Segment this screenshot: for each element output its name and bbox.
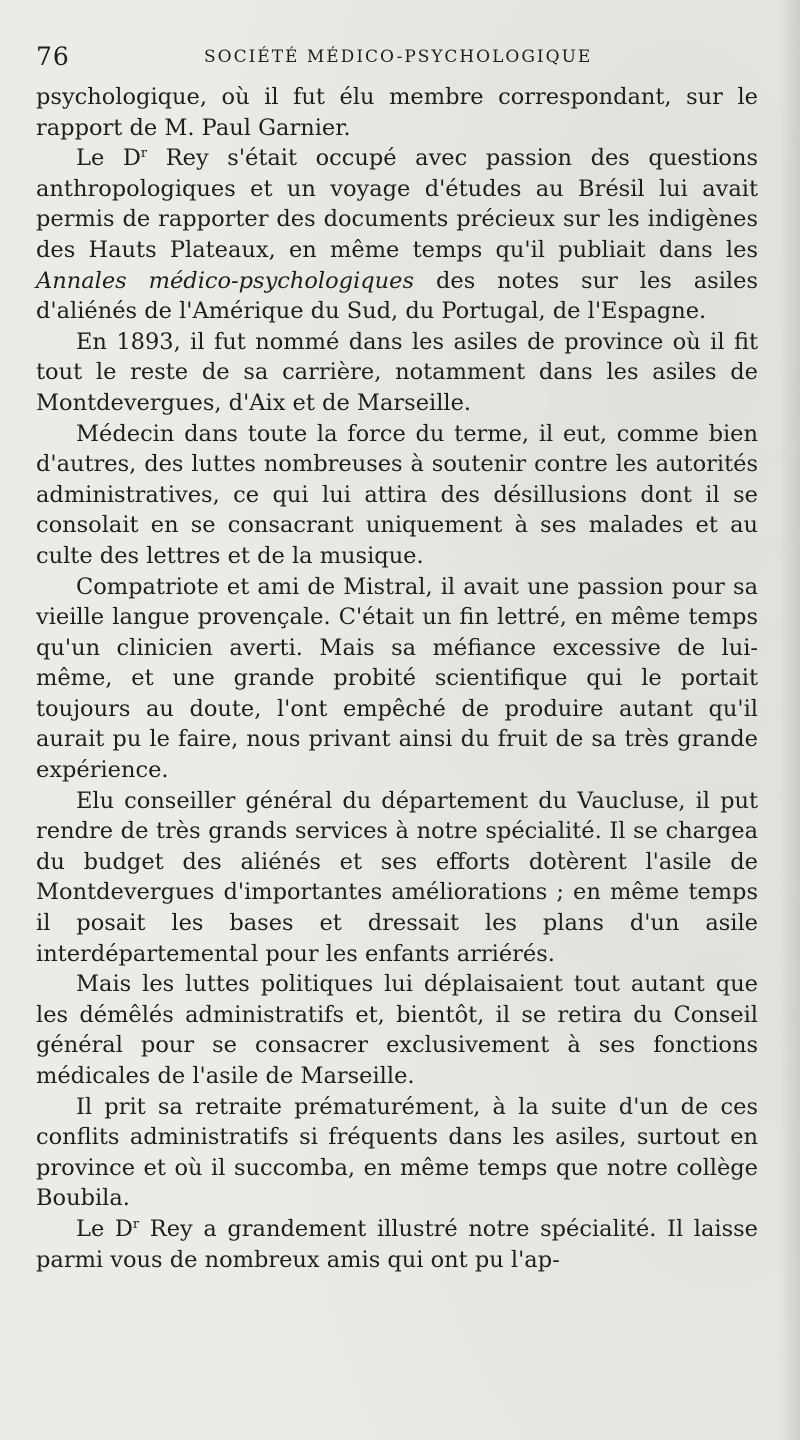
paragraph-conseiller: Elu conseiller général du département du Vaucluse, il put rendre de très grands services à notre spécialité. Il se chargea du budget des aliénés et ses efforts dotèrent l'asile de Montdevergues d'importantes améliorations ; en même temps il posait les bases et dressait les plans d'un asile interdépartemental pour les enfants arriérés. — [36, 787, 758, 967]
text-run: Rey a grandement illustré notre spécialité. Il laisse parmi vous de nombreux amis qui ont pu l'ap- — [36, 1215, 758, 1273]
text-run: Rey s'était occupé avec passion des questions anthropologiques et un voyage d'études au Brésil lui avait permis de rapporter des documents précieux sur les indigènes des Hauts Plateaux, en même temps qu'il publiait dans les — [36, 145, 759, 263]
running-title: SOCIÉTÉ MÉDICO-PSYCHOLOGIQUE — [204, 47, 593, 67]
text-run: Le D — [76, 145, 141, 172]
paragraph-struggles: Médecin dans toute la force du terme, il eut, comme bien d'autres, des luttes nombreuses à soutenir contre les autorités administratives, ce qui lui attira des désillusions dont il se consolait en se consacrant uniquement à ses malades et au culte des lettres et de la musique. — [36, 420, 758, 569]
text-run: des notes sur les asiles d'aliénés de l'Amérique du Sud, du Portugal, de l'Espagne. — [36, 267, 758, 325]
superscript-r: r — [132, 1216, 140, 1232]
running-header — [36, 38, 758, 82]
paragraph-mistral: Compatriote et ami de Mistral, il avait une passion pour sa vieille langue provençale. C'était un fin lettré, en même temps qu'un clinicien averti. Mais sa méfiance excessive de lui-même, et une grande probité scientifique qui le portait toujours au doute, l'ont empêché de produire autant qu'il aurait pu le faire, nous privant ainsi du fruit de sa très grande expérience. — [36, 573, 758, 784]
paragraph-retirement: Il prit sa retraite prématurément, à la suite d'un de ces conflits administratifs si fréquents dans les asiles, surtout en province et où il succomba, en même temps que notre collège Boubila. — [36, 1093, 758, 1212]
paragraph-closing — [36, 1214, 758, 1275]
paragraph-appointment: En 1893, il fut nommé dans les asiles de province où il fit tout le reste de sa carrière, notamment dans les asiles de Montdevergues, d'Aix et de Marseille. — [36, 328, 758, 416]
journal-name-italic: Annales médico-psychologiques — [36, 267, 415, 294]
paragraph-continuation: psychologique, où il fut élu membre correspondant, sur le rapport de M. Paul Garnier. — [36, 84, 758, 141]
text-run: Le D — [76, 1215, 133, 1242]
superscript-r: r — [140, 146, 148, 162]
paragraph-anthropology — [36, 143, 758, 327]
page-edge-shadow — [778, 0, 800, 1440]
paragraph-politics: Mais les luttes politiques lui déplaisaient tout autant que les démêlés administratifs et, bientôt, il se retira du Conseil général pour se consacrer exclusivement à ses fonctions médicales de l'asile de Marseille. — [36, 971, 758, 1089]
body-text — [36, 82, 758, 1275]
page-number: 76 — [36, 42, 70, 71]
